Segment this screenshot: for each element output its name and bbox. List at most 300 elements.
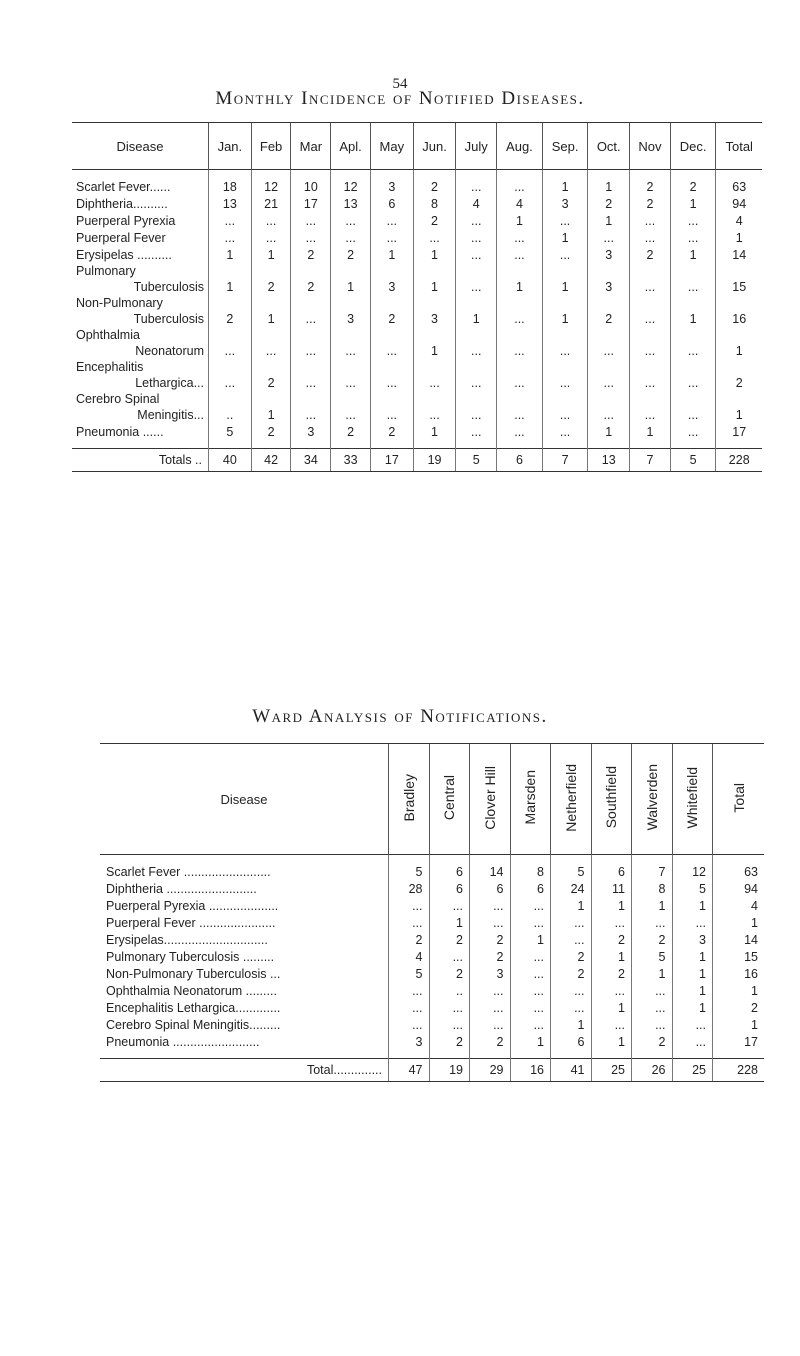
totals-cell: 47 bbox=[389, 1059, 430, 1082]
totals-cell: 25 bbox=[672, 1059, 713, 1082]
empty-cell bbox=[413, 327, 456, 342]
month-value-cell: ... bbox=[370, 212, 413, 229]
totals-cell: 17 bbox=[370, 449, 413, 472]
row-total-cell: 4 bbox=[716, 212, 762, 229]
month-value-cell: ... bbox=[670, 278, 716, 295]
ward-value-cell: 2 bbox=[551, 948, 592, 965]
table-row bbox=[72, 178, 762, 195]
disease-name: Pneumonia ......................... bbox=[106, 1034, 260, 1049]
table-row bbox=[72, 278, 762, 295]
month-value-cell: ... bbox=[209, 229, 252, 246]
ward-value-cell: 14 bbox=[470, 863, 511, 880]
ward-value-cell: ... bbox=[672, 914, 713, 931]
totals-label: Totals .. bbox=[72, 449, 209, 472]
month-value-cell: 1 bbox=[670, 195, 716, 212]
ward-value-cell: 1 bbox=[510, 1033, 551, 1050]
empty-cell bbox=[370, 359, 413, 374]
month-value-cell: ... bbox=[497, 178, 543, 195]
ward-value-cell: ... bbox=[389, 999, 430, 1016]
empty-cell bbox=[670, 391, 716, 406]
empty-cell bbox=[291, 391, 331, 406]
empty-cell bbox=[331, 263, 371, 278]
month-value-cell: ... bbox=[456, 212, 497, 229]
spacer-cell bbox=[551, 1050, 592, 1059]
spacer-cell bbox=[251, 170, 291, 179]
month-value-cell: ... bbox=[542, 342, 588, 359]
month-value-cell: 1 bbox=[542, 229, 588, 246]
ward-value-cell: 3 bbox=[672, 931, 713, 948]
month-value-cell: 3 bbox=[331, 310, 371, 327]
disease-name: Non-Pulmonary Tuberculosis ... bbox=[106, 966, 281, 981]
empty-cell bbox=[670, 327, 716, 342]
disease-name-line1: Ophthalmia bbox=[76, 327, 140, 342]
spacer-cell bbox=[209, 170, 252, 179]
empty-cell bbox=[331, 327, 371, 342]
month-value-cell: 2 bbox=[413, 178, 456, 195]
ward-value-cell: 2 bbox=[591, 931, 632, 948]
table-row bbox=[100, 897, 764, 914]
month-value-cell: 13 bbox=[331, 195, 371, 212]
totals-cell: 5 bbox=[670, 449, 716, 472]
month-value-cell: ... bbox=[413, 374, 456, 391]
month-value-cell: ... bbox=[209, 374, 252, 391]
totals-cell: 26 bbox=[632, 1059, 673, 1082]
empty-cell bbox=[542, 359, 588, 374]
month-value-cell: .. bbox=[209, 406, 252, 423]
totals-cell: 19 bbox=[413, 449, 456, 472]
month-value-cell: 3 bbox=[291, 423, 331, 440]
month-value-cell: ... bbox=[370, 342, 413, 359]
table-row bbox=[100, 914, 764, 931]
totals-cell: 7 bbox=[542, 449, 588, 472]
ward-value-cell: ... bbox=[591, 914, 632, 931]
ward-value-cell: 1 bbox=[551, 897, 592, 914]
ward-header-ward: Southfield bbox=[591, 744, 632, 855]
ward-value-cell: ... bbox=[510, 1016, 551, 1033]
month-value-cell: ... bbox=[291, 229, 331, 246]
empty-cell bbox=[413, 263, 456, 278]
month-value-cell: ... bbox=[497, 310, 543, 327]
spacer-cell bbox=[429, 1050, 470, 1059]
ward-header-ward: Netherfield bbox=[551, 744, 592, 855]
spacer-cell bbox=[591, 855, 632, 864]
spacer-cell bbox=[429, 855, 470, 864]
ward-value-cell: ... bbox=[632, 1016, 673, 1033]
empty-cell bbox=[209, 295, 252, 310]
ward-value-cell: 1 bbox=[672, 948, 713, 965]
month-value-cell: ... bbox=[630, 278, 671, 295]
month-value-cell: ... bbox=[291, 342, 331, 359]
month-value-cell: 3 bbox=[370, 278, 413, 295]
ward-table-title: Ward Analysis of Notifications. bbox=[252, 706, 548, 727]
totals-cell: 228 bbox=[713, 1059, 765, 1082]
row-total-cell: 1 bbox=[713, 982, 765, 999]
empty-cell bbox=[588, 359, 630, 374]
ward-value-cell: 2 bbox=[389, 931, 430, 948]
ward-value-cell: ... bbox=[632, 982, 673, 999]
ward-header-ward: Marsden bbox=[510, 744, 551, 855]
spacer-cell bbox=[370, 170, 413, 179]
ward-header-disease: Disease bbox=[100, 744, 389, 855]
row-total-cell: 1 bbox=[716, 342, 762, 359]
month-value-cell: 2 bbox=[370, 310, 413, 327]
empty-cell bbox=[670, 295, 716, 310]
totals-cell: 42 bbox=[251, 449, 291, 472]
month-value-cell: 1 bbox=[413, 342, 456, 359]
spacer-cell bbox=[713, 1050, 765, 1059]
spacer-cell bbox=[456, 170, 497, 179]
empty-cell bbox=[251, 327, 291, 342]
disease-name: Pneumonia ...... bbox=[76, 424, 164, 439]
ward-value-cell: ... bbox=[429, 1016, 470, 1033]
disease-name: Puerperal Fever bbox=[76, 230, 166, 245]
totals-cell: 19 bbox=[429, 1059, 470, 1082]
empty-cell bbox=[370, 327, 413, 342]
ward-value-cell: 5 bbox=[389, 965, 430, 982]
spacer-cell bbox=[716, 440, 762, 449]
ward-value-cell: 1 bbox=[591, 1033, 632, 1050]
monthly-header-month: Mar bbox=[291, 123, 331, 170]
spacer-cell bbox=[713, 855, 765, 864]
month-value-cell: 2 bbox=[630, 246, 671, 263]
ward-header-row bbox=[100, 744, 764, 855]
disease-name: Tuberculosis bbox=[133, 279, 204, 294]
table-row-label bbox=[72, 263, 762, 278]
disease-name: Pulmonary Tuberculosis ......... bbox=[106, 949, 275, 964]
month-value-cell: 1 bbox=[251, 246, 291, 263]
ward-header-ward: Clover Hill bbox=[470, 744, 511, 855]
ward-value-cell: 5 bbox=[551, 863, 592, 880]
empty-cell bbox=[542, 295, 588, 310]
ward-value-cell: ... bbox=[429, 897, 470, 914]
empty-cell bbox=[413, 391, 456, 406]
empty-cell bbox=[291, 263, 331, 278]
ward-header-total: Total bbox=[713, 744, 765, 855]
monthly-header-month: Oct. bbox=[588, 123, 630, 170]
month-value-cell: ... bbox=[630, 229, 671, 246]
empty-cell bbox=[630, 327, 671, 342]
spacer-cell bbox=[389, 1050, 430, 1059]
month-value-cell: 2 bbox=[251, 423, 291, 440]
empty-cell bbox=[588, 263, 630, 278]
spacer-cell bbox=[670, 440, 716, 449]
month-value-cell: 1 bbox=[209, 278, 252, 295]
ward-value-cell: 12 bbox=[672, 863, 713, 880]
table-row bbox=[100, 999, 764, 1016]
month-value-cell: ... bbox=[542, 423, 588, 440]
ward-value-cell: ... bbox=[510, 965, 551, 982]
disease-name: Encephalitis Lethargica............. bbox=[106, 1000, 281, 1015]
empty-cell bbox=[497, 391, 543, 406]
table-row-label bbox=[72, 295, 762, 310]
spacer-cell bbox=[672, 855, 713, 864]
empty-cell bbox=[251, 391, 291, 406]
month-value-cell: ... bbox=[497, 246, 543, 263]
month-value-cell: ... bbox=[670, 406, 716, 423]
empty-cell bbox=[291, 295, 331, 310]
table-row bbox=[72, 342, 762, 359]
ward-value-cell: 1 bbox=[632, 965, 673, 982]
month-value-cell: ... bbox=[497, 423, 543, 440]
month-value-cell: 1 bbox=[251, 310, 291, 327]
month-value-cell: 3 bbox=[413, 310, 456, 327]
ward-value-cell: 28 bbox=[389, 880, 430, 897]
month-value-cell: ... bbox=[497, 406, 543, 423]
empty-cell bbox=[209, 263, 252, 278]
month-value-cell: 2 bbox=[291, 278, 331, 295]
spacer-cell bbox=[72, 170, 209, 179]
empty-cell bbox=[331, 295, 371, 310]
month-value-cell: 2 bbox=[209, 310, 252, 327]
empty-cell bbox=[716, 295, 762, 310]
month-value-cell: ... bbox=[497, 229, 543, 246]
ward-value-cell: 2 bbox=[429, 965, 470, 982]
empty-cell bbox=[331, 391, 371, 406]
spacer-cell bbox=[251, 440, 291, 449]
empty-cell bbox=[291, 359, 331, 374]
ward-value-cell: 1 bbox=[510, 931, 551, 948]
month-value-cell: 3 bbox=[542, 195, 588, 212]
ward-value-cell: ... bbox=[551, 982, 592, 999]
row-total-cell: 1 bbox=[713, 1016, 765, 1033]
totals-cell: 13 bbox=[588, 449, 630, 472]
spacer-cell bbox=[632, 1050, 673, 1059]
month-value-cell: ... bbox=[456, 229, 497, 246]
month-value-cell: 2 bbox=[251, 374, 291, 391]
ward-value-cell: ... bbox=[632, 999, 673, 1016]
spacer-cell bbox=[413, 170, 456, 179]
disease-name: Puerperal Pyrexia .................... bbox=[106, 898, 279, 913]
spacer-cell bbox=[470, 855, 511, 864]
spacer-cell bbox=[291, 440, 331, 449]
table-row bbox=[72, 229, 762, 246]
spacer-cell bbox=[591, 1050, 632, 1059]
ward-header-ward: Central bbox=[429, 744, 470, 855]
month-value-cell: 1 bbox=[251, 406, 291, 423]
row-total-cell: 17 bbox=[713, 1033, 765, 1050]
spacer-cell bbox=[291, 170, 331, 179]
monthly-header-month: May bbox=[370, 123, 413, 170]
ward-value-cell: 1 bbox=[632, 897, 673, 914]
monthly-header-month: Aug. bbox=[497, 123, 543, 170]
ward-value-cell: 1 bbox=[672, 982, 713, 999]
table-row bbox=[72, 212, 762, 229]
ward-value-cell: 5 bbox=[632, 948, 673, 965]
disease-name: Scarlet Fever...... bbox=[76, 179, 171, 194]
ward-value-cell: 1 bbox=[429, 914, 470, 931]
ward-value-cell: 2 bbox=[551, 965, 592, 982]
monthly-header-month: Feb bbox=[251, 123, 291, 170]
ward-table-body bbox=[100, 855, 764, 1082]
month-value-cell: ... bbox=[456, 246, 497, 263]
month-value-cell: 10 bbox=[291, 178, 331, 195]
month-value-cell: 2 bbox=[331, 246, 371, 263]
totals-cell: 25 bbox=[591, 1059, 632, 1082]
empty-cell bbox=[630, 359, 671, 374]
month-value-cell: ... bbox=[251, 229, 291, 246]
month-value-cell: 8 bbox=[413, 195, 456, 212]
month-value-cell: 1 bbox=[370, 246, 413, 263]
month-value-cell: 2 bbox=[670, 178, 716, 195]
month-value-cell: ... bbox=[497, 374, 543, 391]
disease-name-line1: Pulmonary bbox=[76, 263, 136, 278]
month-value-cell: ... bbox=[370, 229, 413, 246]
spacer-cell bbox=[72, 440, 209, 449]
empty-cell bbox=[716, 391, 762, 406]
monthly-header-month: Jun. bbox=[413, 123, 456, 170]
monthly-header-month: Jan. bbox=[209, 123, 252, 170]
totals-cell: 34 bbox=[291, 449, 331, 472]
empty-cell bbox=[542, 263, 588, 278]
ward-value-cell: ... bbox=[389, 897, 430, 914]
spacer-cell bbox=[510, 1050, 551, 1059]
empty-cell bbox=[370, 295, 413, 310]
month-value-cell: 1 bbox=[413, 246, 456, 263]
row-total-cell: 94 bbox=[713, 880, 765, 897]
month-value-cell: ... bbox=[588, 342, 630, 359]
ward-value-cell: 2 bbox=[470, 948, 511, 965]
month-value-cell: ... bbox=[331, 212, 371, 229]
monthly-header-row bbox=[72, 123, 762, 170]
month-value-cell: 1 bbox=[209, 246, 252, 263]
month-value-cell: ... bbox=[456, 423, 497, 440]
disease-name: Erysipelas .......... bbox=[76, 247, 172, 262]
month-value-cell: 2 bbox=[291, 246, 331, 263]
month-value-cell: 4 bbox=[497, 195, 543, 212]
month-value-cell: 2 bbox=[413, 212, 456, 229]
month-value-cell: 2 bbox=[370, 423, 413, 440]
empty-cell bbox=[588, 295, 630, 310]
ward-value-cell: ... bbox=[470, 897, 511, 914]
empty-cell bbox=[456, 327, 497, 342]
ward-analysis-table bbox=[100, 743, 764, 1082]
month-value-cell: 1 bbox=[670, 246, 716, 263]
monthly-header-month: Dec. bbox=[670, 123, 716, 170]
spacer-cell bbox=[470, 1050, 511, 1059]
row-total-cell: 15 bbox=[713, 948, 765, 965]
month-value-cell: 2 bbox=[630, 178, 671, 195]
spacer-cell bbox=[542, 440, 588, 449]
ward-value-cell: .. bbox=[429, 982, 470, 999]
row-total-cell: 2 bbox=[713, 999, 765, 1016]
spacer-cell bbox=[542, 170, 588, 179]
month-value-cell: ... bbox=[456, 342, 497, 359]
ward-value-cell: ... bbox=[389, 982, 430, 999]
totals-cell: 40 bbox=[209, 449, 252, 472]
ward-value-cell: 3 bbox=[389, 1033, 430, 1050]
month-value-cell: ... bbox=[331, 406, 371, 423]
month-value-cell: ... bbox=[251, 342, 291, 359]
spacer-cell bbox=[100, 1050, 389, 1059]
month-value-cell: ... bbox=[456, 178, 497, 195]
empty-cell bbox=[413, 359, 456, 374]
month-value-cell: 12 bbox=[251, 178, 291, 195]
empty-cell bbox=[497, 327, 543, 342]
month-value-cell: ... bbox=[413, 229, 456, 246]
disease-name: Ophthalmia Neonatorum ......... bbox=[106, 983, 277, 998]
totals-cell: 6 bbox=[497, 449, 543, 472]
month-value-cell: ... bbox=[630, 406, 671, 423]
empty-cell bbox=[370, 391, 413, 406]
ward-value-cell: 4 bbox=[389, 948, 430, 965]
month-value-cell: ... bbox=[291, 374, 331, 391]
spacer-cell bbox=[100, 855, 389, 864]
monthly-header-disease: Disease bbox=[72, 123, 209, 170]
totals-row bbox=[100, 1059, 764, 1082]
empty-cell bbox=[456, 391, 497, 406]
ward-value-cell: 8 bbox=[632, 880, 673, 897]
ward-value-cell: 1 bbox=[551, 1016, 592, 1033]
month-value-cell: 2 bbox=[331, 423, 371, 440]
row-total-cell: 1 bbox=[716, 406, 762, 423]
ward-value-cell: 2 bbox=[429, 931, 470, 948]
ward-value-cell: ... bbox=[470, 1016, 511, 1033]
month-value-cell: ... bbox=[331, 342, 371, 359]
ward-value-cell: 2 bbox=[470, 1033, 511, 1050]
ward-value-cell: 3 bbox=[470, 965, 511, 982]
empty-cell bbox=[209, 359, 252, 374]
row-total-cell: 15 bbox=[716, 278, 762, 295]
table-row-label bbox=[72, 391, 762, 406]
month-value-cell: 12 bbox=[331, 178, 371, 195]
ward-value-cell: 6 bbox=[591, 863, 632, 880]
row-total-cell: 16 bbox=[713, 965, 765, 982]
ward-value-cell: ... bbox=[389, 1016, 430, 1033]
empty-cell bbox=[670, 359, 716, 374]
ward-value-cell: 5 bbox=[389, 863, 430, 880]
disease-name: Lethargica... bbox=[135, 375, 204, 390]
month-value-cell: 2 bbox=[588, 310, 630, 327]
ward-value-cell: ... bbox=[510, 897, 551, 914]
month-value-cell: ... bbox=[542, 212, 588, 229]
monthly-header-month: July bbox=[456, 123, 497, 170]
month-value-cell: ... bbox=[588, 406, 630, 423]
empty-cell bbox=[497, 263, 543, 278]
month-value-cell: ... bbox=[670, 229, 716, 246]
month-value-cell: 1 bbox=[413, 278, 456, 295]
disease-name-line1: Encephalitis bbox=[76, 359, 144, 374]
row-total-cell: 16 bbox=[716, 310, 762, 327]
month-value-cell: 1 bbox=[331, 278, 371, 295]
ward-value-cell: 6 bbox=[510, 880, 551, 897]
spacer-cell bbox=[551, 855, 592, 864]
monthly-incidence-table bbox=[72, 122, 762, 472]
spacer-cell bbox=[672, 1050, 713, 1059]
month-value-cell: ... bbox=[670, 374, 716, 391]
month-value-cell: 6 bbox=[370, 195, 413, 212]
page-number: 54 bbox=[392, 76, 408, 92]
month-value-cell: 3 bbox=[588, 246, 630, 263]
disease-name: Scarlet Fever ......................... bbox=[106, 864, 271, 879]
month-value-cell: ... bbox=[670, 423, 716, 440]
ward-value-cell: ... bbox=[551, 999, 592, 1016]
month-value-cell: 3 bbox=[370, 178, 413, 195]
spacer-row bbox=[72, 440, 762, 449]
month-value-cell: ... bbox=[588, 229, 630, 246]
ward-value-cell: 2 bbox=[632, 931, 673, 948]
month-value-cell: 1 bbox=[456, 310, 497, 327]
month-value-cell: ... bbox=[588, 374, 630, 391]
ward-value-cell: 1 bbox=[591, 999, 632, 1016]
monthly-header-total: Total bbox=[716, 123, 762, 170]
disease-name: Meningitis... bbox=[137, 407, 204, 422]
month-value-cell: ... bbox=[370, 374, 413, 391]
empty-cell bbox=[497, 295, 543, 310]
ward-value-cell: ... bbox=[510, 948, 551, 965]
table-row bbox=[100, 948, 764, 965]
month-value-cell: 2 bbox=[588, 195, 630, 212]
disease-name: Neonatorum bbox=[135, 343, 204, 358]
